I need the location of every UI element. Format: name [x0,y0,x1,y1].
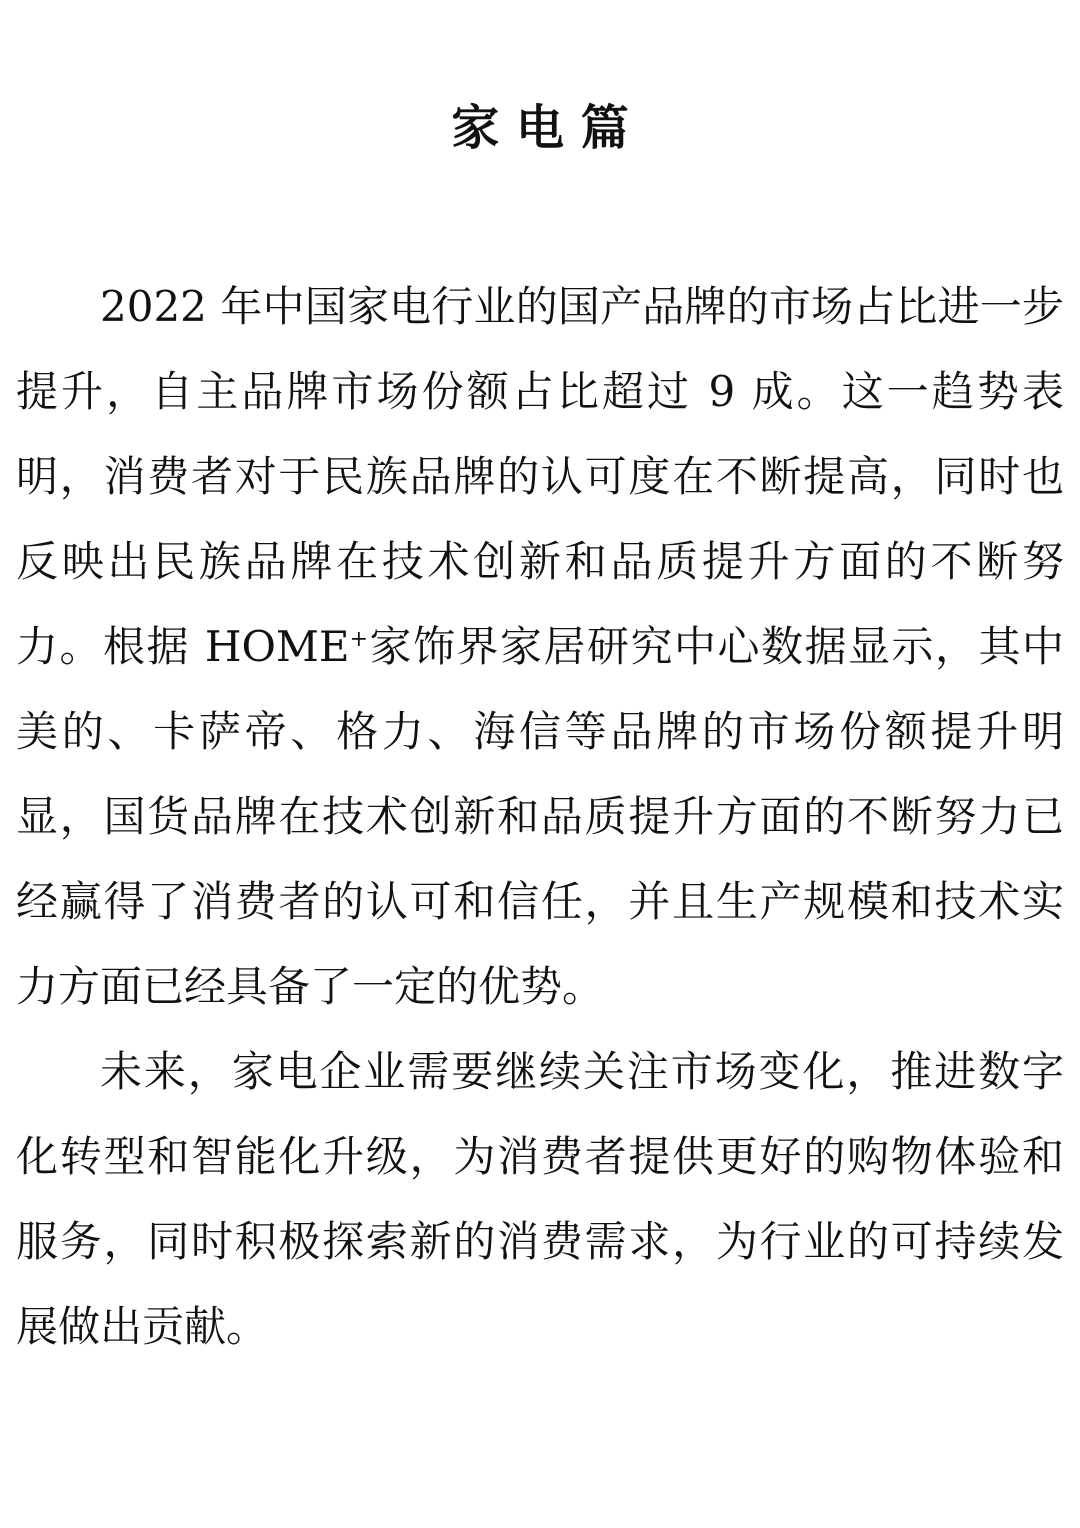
paragraph-1-text-part-1: 2022 年中国家电行业的国产品牌的市场占比进一步提升，自主品牌市场份额占比超过 9 成。这一趋势表明，消费者对于民族品牌的认可度在不断提高，同时也反映出民族品牌在技术创新和品质提升方面的不断努力。根据 HOME [16,282,1064,671]
brand-superscript: + [349,627,369,652]
paragraph-1-text-part-2: 家饰界家居研究中心数据显示，其中美的、卡萨帝、格力、海信等品牌的市场份额提升明显，国货品牌在技术创新和品质提升方面的不断努力已经赢得了消费者的认可和信任，并且生产规模和技术实力方面已经具备了一定的优势。 [16,622,1064,1011]
document-body [16,264,1064,1369]
paragraph-2: 未来，家电企业需要继续关注市场变化，推进数字化转型和智能化升级，为消费者提供更好的购物体验和服务，同时积极探索新的消费需求，为行业的可持续发展做出贡献。 [16,1047,1064,1351]
paragraph-1 [16,264,1064,1029]
page-title: 家 电 篇 [451,100,629,156]
